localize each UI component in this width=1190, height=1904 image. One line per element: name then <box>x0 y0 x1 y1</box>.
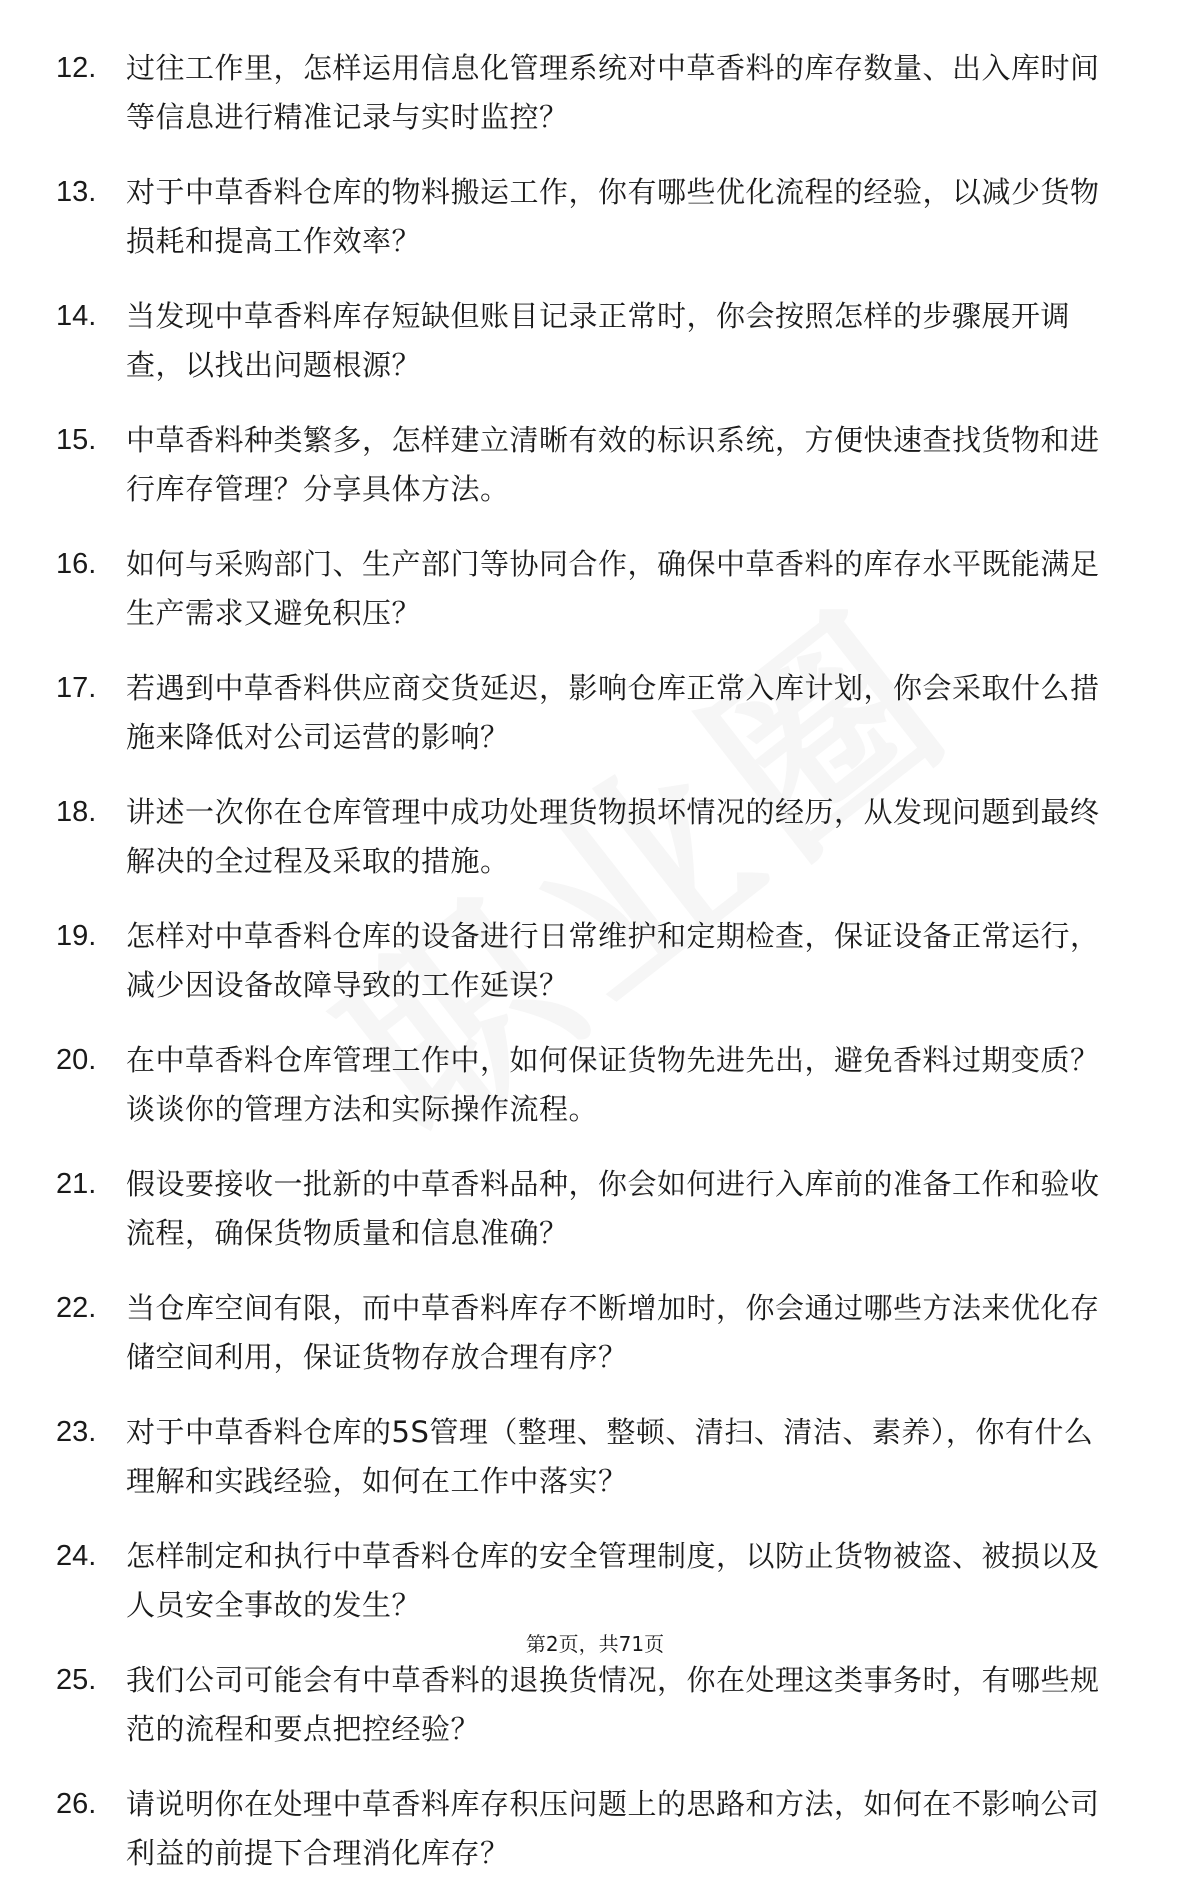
question-item <box>56 292 1116 390</box>
question-text: 对于中草香料仓库的物料搬运工作，你有哪些优化流程的经验，以减少货物损耗和提高工作效率？ <box>126 175 1100 258</box>
question-number: 24. <box>56 1540 97 1572</box>
question-item <box>56 44 1116 142</box>
question-text: 中草香料种类繁多，怎样建立清晰有效的标识系统，方便快速查找货物和进行库存管理？分享具体方法。 <box>126 423 1100 506</box>
question-text: 如何与采购部门、生产部门等协同合作，确保中草香料的库存水平既能满足生产需求又避免积压？ <box>126 547 1100 630</box>
question-item <box>56 1656 1116 1754</box>
question-number: 26. <box>56 1788 97 1820</box>
question-number: 15. <box>56 424 97 456</box>
question-number: 20. <box>56 1044 97 1076</box>
question-text: 怎样制定和执行中草香料仓库的安全管理制度，以防止货物被盗、被损以及人员安全事故的发生？ <box>126 1539 1100 1622</box>
question-number: 17. <box>56 672 97 704</box>
question-item <box>56 1408 1116 1506</box>
question-item <box>56 540 1116 638</box>
question-number: 23. <box>56 1416 97 1448</box>
question-text: 请说明你在处理中草香料库存积压问题上的思路和方法，如何在不影响公司利益的前提下合理消化库存？ <box>126 1787 1100 1870</box>
question-number: 22. <box>56 1292 97 1324</box>
question-number: 16. <box>56 548 97 580</box>
question-number: 12. <box>56 52 97 84</box>
question-text: 怎样对中草香料仓库的设备进行日常维护和定期检查，保证设备正常运行，减少因设备故障导致的工作延误？ <box>126 919 1100 1002</box>
question-item <box>56 416 1116 514</box>
question-text: 讲述一次你在仓库管理中成功处理货物损坏情况的经历，从发现问题到最终解决的全过程及采取的措施。 <box>126 795 1100 878</box>
question-item <box>56 664 1116 762</box>
question-list <box>56 44 1116 1904</box>
question-number: 18. <box>56 796 97 828</box>
question-item <box>56 1160 1116 1258</box>
question-number: 13. <box>56 176 97 208</box>
question-text: 若遇到中草香料供应商交货延迟，影响仓库正常入库计划，你会采取什么措施来降低对公司运营的影响？ <box>126 671 1100 754</box>
question-text: 当仓库空间有限，而中草香料库存不断增加时，你会通过哪些方法来优化存储空间利用，保证货物存放合理有序？ <box>126 1291 1100 1374</box>
question-item <box>56 1780 1116 1878</box>
question-text: 假设要接收一批新的中草香料品种，你会如何进行入库前的准备工作和验收流程，确保货物质量和信息准确？ <box>126 1167 1100 1250</box>
question-number: 14. <box>56 300 97 332</box>
question-item <box>56 788 1116 886</box>
question-item <box>56 1036 1116 1134</box>
question-number: 25. <box>56 1664 97 1696</box>
question-text: 对于中草香料仓库的5S管理（整理、整顿、清扫、清洁、素养），你有什么理解和实践经验，如何在工作中落实？ <box>126 1415 1094 1498</box>
question-text: 当发现中草香料库存短缺但账目记录正常时，你会按照怎样的步骤展开调查，以找出问题根源？ <box>126 299 1071 382</box>
question-item <box>56 1532 1116 1630</box>
question-number: 21. <box>56 1168 97 1200</box>
question-text: 过往工作里，怎样运用信息化管理系统对中草香料的库存数量、出入库时间等信息进行精准记录与实时监控？ <box>126 51 1100 134</box>
page-number-footer: 第2页，共71页 <box>525 1632 665 1656</box>
question-number: 19. <box>56 920 97 952</box>
question-item <box>56 912 1116 1010</box>
question-item <box>56 168 1116 266</box>
question-text: 在中草香料仓库管理工作中，如何保证货物先进先出，避免香料过期变质？谈谈你的管理方法和实际操作流程。 <box>126 1043 1100 1126</box>
question-text: 我们公司可能会有中草香料的退换货情况，你在处理这类事务时，有哪些规范的流程和要点把控经验？ <box>126 1663 1100 1746</box>
question-item <box>56 1284 1116 1382</box>
